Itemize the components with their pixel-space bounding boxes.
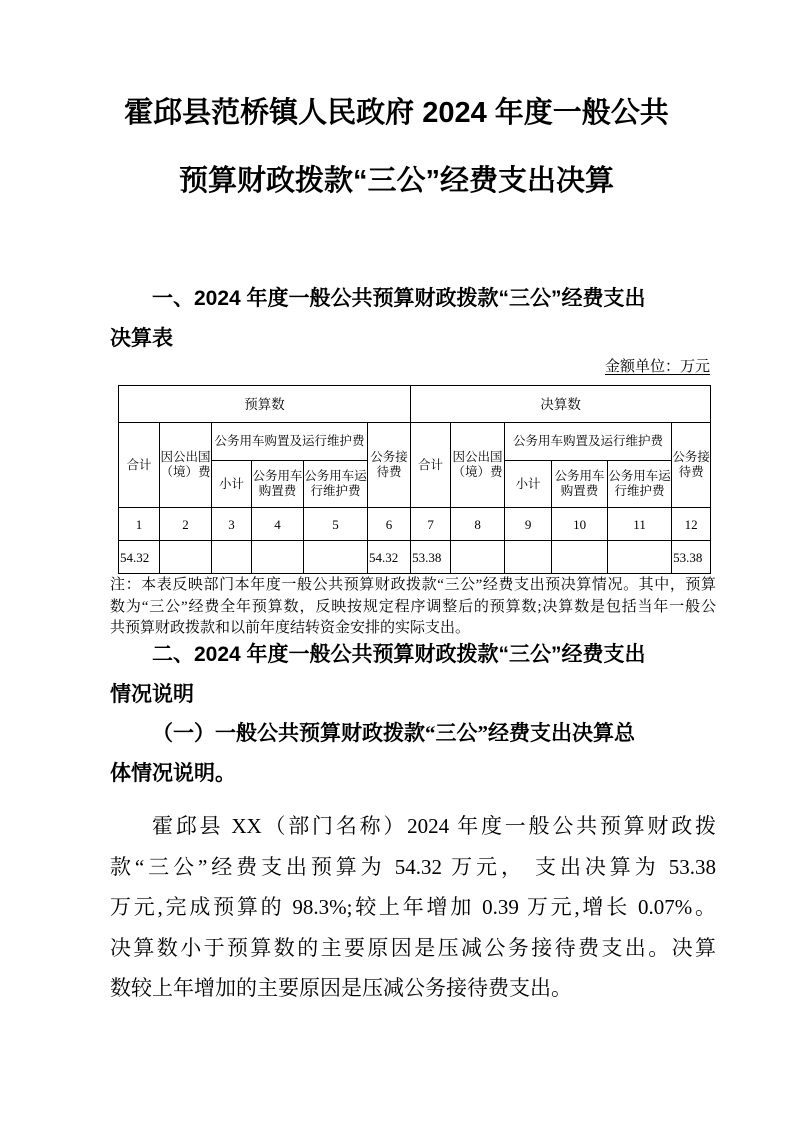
value-cell [552, 541, 608, 574]
section-1-heading-line-2: 决算表 [110, 327, 173, 350]
paragraph-line-1: 霍邱县 XX（部门名称）2024 年度一般公共预算财政拨 [152, 814, 716, 838]
value-cell-budget-total: 54.32 [119, 541, 160, 574]
column-number-cell: 8 [451, 508, 505, 541]
header-final-total: 合计 [411, 423, 451, 508]
table-header-row-1 [119, 423, 711, 461]
table-note-line-2: 数为“三公”经费全年预算数，反映按规定程序调整后的预算数;决算数是包括当年一般公 [110, 598, 716, 615]
header-budget-vehicle-subtotal: 小计 [212, 461, 252, 508]
amount-unit-label: 金额单位：万元 [604, 359, 710, 375]
column-number-cell: 11 [608, 508, 672, 541]
section-2-heading-line-2: 情况说明 [110, 683, 194, 706]
column-number-cell: 12 [672, 508, 711, 541]
paragraph-line-3: 万元,完成预算的 98.3%;较上年增加 0.39 万元,增长 0.07%。 [110, 895, 716, 919]
column-number-cell: 1 [119, 508, 160, 541]
section-1-heading-line-1: 一、2024 年度一般公共预算财政拨款“三公”经费支出 [152, 287, 646, 310]
header-final-reception: 公务接待费 [672, 423, 711, 508]
column-number-cell: 3 [212, 508, 252, 541]
paragraph-line-2: 款“三公”经费支出预算为 54.32 万元， 支出决算为 53.38 [110, 854, 716, 879]
group-header-final: 决算数 [411, 386, 711, 423]
value-cell-budget-reception: 54.32 [368, 541, 411, 574]
table-group-header-row [119, 386, 711, 423]
value-cell-final-total: 53.38 [411, 541, 451, 574]
table-value-row [119, 541, 711, 574]
value-cell-final-reception: 53.38 [672, 541, 711, 574]
value-cell [252, 541, 304, 574]
header-budget-abroad: 因公出国（境）费 [160, 423, 212, 508]
value-cell [160, 541, 212, 574]
column-number-cell: 2 [160, 508, 212, 541]
table-column-number-row [119, 508, 711, 541]
paragraph-line-5: 数较上年增加的主要原因是压减公务接待费支出。 [110, 976, 572, 1000]
header-budget-vehicle-group: 公务用车购置及运行维护费 [212, 423, 368, 461]
group-header-budget: 预算数 [119, 386, 411, 423]
header-final-vehicle-subtotal: 小计 [505, 461, 552, 508]
header-budget-vehicle-purchase: 公务用车购置费 [252, 461, 304, 508]
section-2-heading-line-1: 二、2024 年度一般公共预算财政拨款“三公”经费支出 [152, 643, 646, 666]
paragraph-line-4: 决算数小于预算数的主要原因是压减公务接待费支出。决算 [110, 935, 716, 960]
sangong-expenditure-table [118, 385, 711, 574]
subsection-1-heading-line-2: 体情况说明。 [110, 761, 236, 785]
value-cell [212, 541, 252, 574]
document-title-line-2: 预算财政拨款“三公”经费支出决算 [178, 165, 614, 197]
value-cell [505, 541, 552, 574]
column-number-cell: 7 [411, 508, 451, 541]
value-cell [304, 541, 368, 574]
column-number-cell: 6 [368, 508, 411, 541]
header-budget-reception: 公务接待费 [368, 423, 411, 508]
explanation-paragraph [110, 806, 716, 1009]
value-cell [608, 541, 672, 574]
subsection-1-heading-line-1: （一）一般公共预算财政拨款“三公”经费支出决算总 [152, 721, 635, 745]
column-number-cell: 10 [552, 508, 608, 541]
table-note-line-1: 注：本表反映部门本年度一般公共预算财政拨款“三公”经费支出预决算情况。其中，预算 [110, 577, 716, 593]
header-budget-total: 合计 [119, 423, 160, 508]
document-title-line-1: 霍邱县范桥镇人民政府 2024 年度一般公共 [124, 97, 669, 129]
value-cell [451, 541, 505, 574]
header-budget-vehicle-maintenance: 公务用车运行维护费 [304, 461, 368, 508]
table-note [110, 575, 716, 640]
table-note-line-3: 共预算财政拨款和以前年度结转资金安排的实际支出。 [110, 620, 471, 636]
header-final-abroad: 因公出国（境）费 [451, 423, 505, 508]
header-final-vehicle-purchase: 公务用车购置费 [552, 461, 608, 508]
column-number-cell: 9 [505, 508, 552, 541]
column-number-cell: 5 [304, 508, 368, 541]
column-number-cell: 4 [252, 508, 304, 541]
header-final-vehicle-maintenance: 公务用车运行维护费 [608, 461, 672, 508]
header-final-vehicle-group: 公务用车购置及运行维护费 [505, 423, 672, 461]
